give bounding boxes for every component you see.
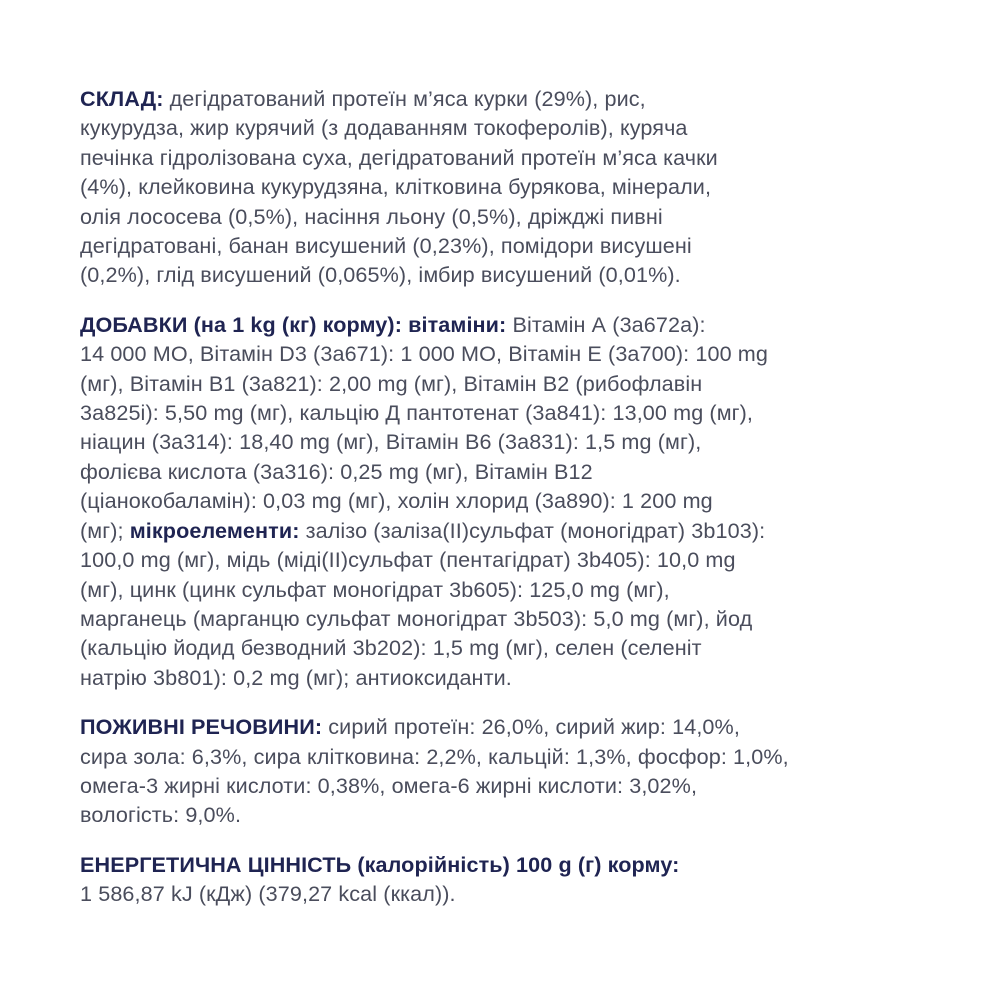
additives-section — [80, 310, 940, 692]
additives-line: марганець (марганцю сульфат моногідрат 3b503): 5,0 mg (мг), йод — [80, 605, 753, 631]
nutrients-line: сира зола: 6,3%, сира клітковина: 2,2%, кальцій: 1,3%, фосфор: 1,0%, — [80, 743, 789, 769]
additives-line: ніацин (3а314): 18,40 mg (мг), Вітамін В6 (3а831): 1,5 mg (мг), — [80, 429, 702, 455]
nutrients-line: ПОЖИВНІ РЕЧОВИНИ: сирий протеїн: 26,0%, сирий жир: 14,0%, — [80, 714, 740, 740]
nutrients-line: вологість: 9,0%. — [80, 802, 242, 828]
additives-line: 14 000 МО, Вітамін D3 (3а671): 1 000 МО, Вітамін Е (3а700): 100 mg — [80, 341, 768, 367]
composition-heading: СКЛАД: — [80, 86, 164, 111]
energy-section — [80, 850, 940, 909]
additives-heading: ДОБАВКИ (на 1 kg (кг) корму): — [80, 311, 402, 337]
composition-section — [80, 84, 940, 290]
composition-line: печінка гідролізована суха, дегідратований протеїн м’яса качки — [80, 144, 718, 170]
energy-line: 1 586,87 kJ (кДж) (379,27 kcal (ккал)). — [80, 881, 456, 907]
additives-line: натрію 3b801): 0,2 mg (мг); антиоксиданти. — [80, 664, 512, 690]
nutrients-section — [80, 712, 940, 830]
additives-line: (ціанокобаламін): 0,03 mg (мг), холін хлорид (3а890): 1 200 mg — [80, 488, 713, 514]
composition-line: олія лососева (0,5%), насіння льону (0,5%), дріжджі пивні — [80, 203, 663, 229]
composition-line: (4%), клейковина кукурудзяна, клітковина бурякова, мінерали, — [80, 174, 712, 200]
energy-heading: ЕНЕРГЕТИЧНА ЦІННІСТЬ (калорійність) 100 g (г) корму: — [80, 851, 680, 877]
additives-line: (кальцію йодид безводний 3b202): 1,5 mg (мг), селен (селеніт — [80, 635, 702, 661]
additives-line: (мг); мікроелементи: залізо (заліза(ІІ)сульфат (моногідрат) 3b103): — [80, 517, 766, 543]
additives-line: фолієва кислота (3а316): 0,25 mg (мг), Вітамін В12 — [80, 458, 593, 484]
composition-line: СКЛАД: дегідратований протеїн м’яса курки (29%), рис, — [80, 86, 646, 111]
additives-line: 3а825і): 5,50 mg (мг), кальцію Д пантотенат (3а841): 13,00 mg (мг), — [80, 400, 754, 426]
vitamins-heading: вітаміни: — [408, 311, 507, 337]
composition-line: кукурудза, жир курячий (з додаванням токоферолів), куряча — [80, 115, 688, 141]
composition-line: дегідратовані, банан висушений (0,23%), помідори висушені — [80, 233, 692, 259]
product-label-text — [80, 84, 940, 909]
nutrients-heading: ПОЖИВНІ РЕЧОВИНИ: — [80, 714, 323, 740]
nutrients-line: омега-3 жирні кислоти: 0,38%, омега-6 жирні кислоти: 3,02%, — [80, 772, 698, 798]
composition-line: (0,2%), глід висушений (0,065%), імбир висушений (0,01%). — [80, 262, 681, 288]
trace-elements-heading: мікроелементи: — [129, 517, 300, 543]
additives-line: (мг), Вітамін В1 (3а821): 2,00 mg (мг), Вітамін В2 (рибофлавін — [80, 370, 703, 396]
additives-line: (мг), цинк (цинк сульфат моногідрат 3b605): 125,0 mg (мг), — [80, 576, 670, 602]
additives-line: ДОБАВКИ (на 1 kg (кг) корму): вітаміни: Вітамін А (3а672а): — [80, 311, 706, 337]
additives-line: 100,0 mg (мг), мідь (міді(ІІ)сульфат (пентагідрат) 3b405): 10,0 mg — [80, 547, 736, 573]
